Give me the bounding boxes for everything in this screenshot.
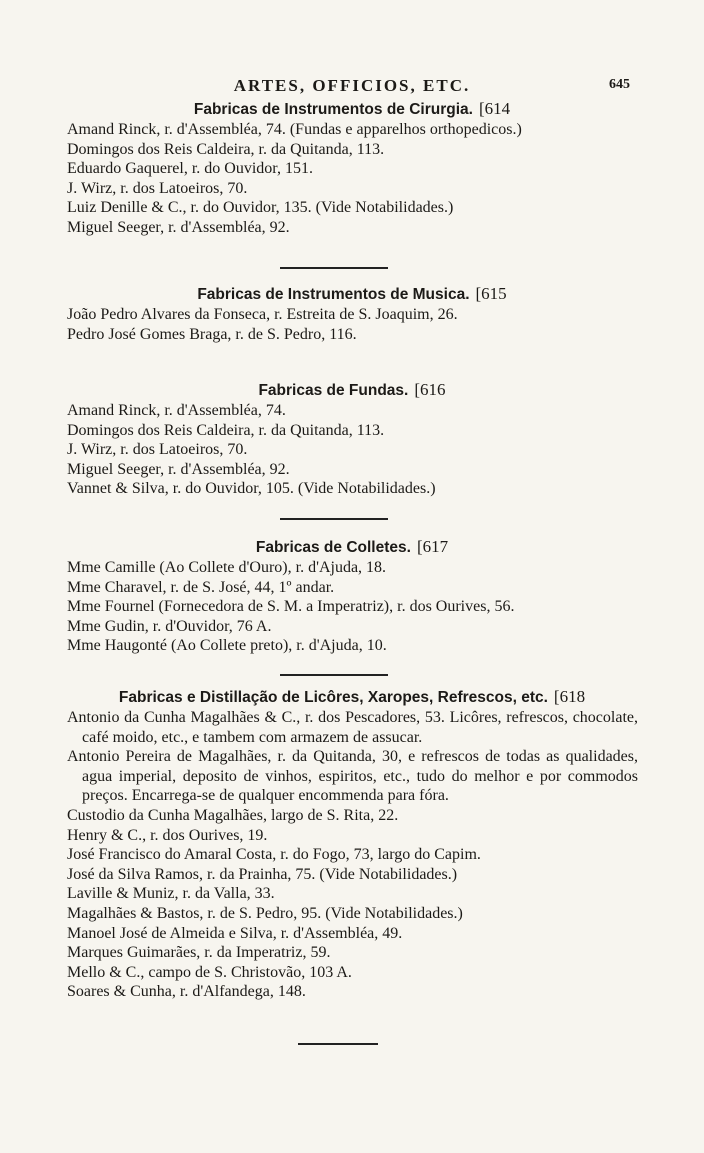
section-heading <box>0 283 704 305</box>
list-item: Marques Guimarães, r. da Imperatriz, 59. <box>67 944 331 962</box>
entry-list <box>0 401 704 499</box>
entry-list <box>0 305 704 344</box>
list-item: Soares & Cunha, r. d'Alfandega, 148. <box>67 983 306 1001</box>
section-divider <box>280 518 388 520</box>
section-licores <box>0 686 704 1002</box>
list-item: João Pedro Alvares da Fonseca, r. Estreita de S. Joaquim, 26. <box>67 306 458 323</box>
section-title: Fabricas de Fundas. <box>258 382 409 399</box>
list-item: José Francisco do Amaral Costa, r. do Fogo, 73, largo do Capim. <box>67 846 481 864</box>
list-item: Henry & C., r. dos Ourives, 19. <box>67 826 268 844</box>
list-item: Miguel Seeger, r. d'Assembléa, 92. <box>67 218 290 236</box>
running-title: ARTES, OFFICIOS, ETC. <box>233 76 471 95</box>
section-cirurgia <box>0 98 704 238</box>
list-item: José da Silva Ramos, r. da Prainha, 75. (Vide Notabilidades.) <box>67 865 458 883</box>
section-heading <box>0 98 704 120</box>
section-title: Fabricas e Distillação de Licôres, Xaropes, Refrescos, etc. <box>118 689 548 706</box>
section-number: [616 <box>414 380 446 399</box>
list-item: Domingos dos Reis Caldeira, r. da Quitanda, 113. <box>67 421 385 439</box>
list-item: Domingos dos Reis Caldeira, r. da Quitanda, 113. <box>67 140 385 158</box>
entry-list <box>0 708 704 1002</box>
section-heading <box>0 536 704 558</box>
list-item: J. Wirz, r. dos Latoeiros, 70. <box>67 441 248 459</box>
list-item: Custodio da Cunha Magalhães, largo de S. Rita, 22. <box>67 806 399 824</box>
list-item: Antonio Pereira de Magalhães, r. da Quitanda, 30, e refrescos de todas as qualidades, agua imperial, deposito de vinhos, espiritos, etc., tudo do melhor e por commodos preços. Encarrega-se de qualquer encommenda para fóra. <box>67 748 638 805</box>
page-end-divider <box>298 1043 378 1045</box>
section-fundas <box>0 379 704 499</box>
list-item: Mme Haugonté (Ao Collete preto), r. d'Ajuda, 10. <box>67 637 387 655</box>
section-divider <box>280 267 388 269</box>
section-colletes <box>0 536 704 656</box>
list-item: Mme Fournel (Fornecedora de S. M. a Imperatriz), r. dos Ourives, 56. <box>67 598 515 616</box>
list-item: Luiz Denille & C., r. do Ouvidor, 135. (Vide Notabilidades.) <box>67 199 454 217</box>
list-item: J. Wirz, r. dos Latoeiros, 70. <box>67 179 248 197</box>
list-item: Magalhães & Bastos, r. de S. Pedro, 95. (Vide Notabilidades.) <box>67 904 463 922</box>
list-item: Mme Charavel, r. de S. José, 44, 1º andar. <box>67 578 335 596</box>
section-title: Fabricas de Instrumentos de Musica. <box>197 286 470 303</box>
section-musica <box>0 283 704 344</box>
section-number: [617 <box>416 537 449 556</box>
list-item: Amand Rinck, r. d'Assembléa, 74. (Fundas e apparelhos orthopedicos.) <box>67 121 522 138</box>
list-item: Eduardo Gaquerel, r. do Ouvidor, 151. <box>67 160 313 178</box>
section-divider <box>280 674 388 676</box>
list-item: Vannet & Silva, r. do Ouvidor, 105. (Vide Notabilidades.) <box>67 480 436 498</box>
list-item: Mme Gudin, r. d'Ouvidor, 76 A. <box>67 617 272 635</box>
list-item: Mello & C., campo de S. Christovão, 103 A. <box>67 963 352 981</box>
list-item: Amand Rinck, r. d'Assembléa, 74. <box>67 402 286 419</box>
section-heading <box>0 379 704 401</box>
list-item: Mme Camille (Ao Collete d'Ouro), r. d'Ajuda, 18. <box>67 559 387 576</box>
section-heading <box>0 686 704 708</box>
list-item: Manoel José de Almeida e Silva, r. d'Assembléa, 49. <box>67 924 403 942</box>
section-title: Fabricas de Colletes. <box>255 539 411 556</box>
section-number: [614 <box>478 99 511 118</box>
entry-list <box>0 120 704 238</box>
section-number: [615 <box>475 284 507 303</box>
running-head <box>0 76 704 98</box>
list-item: Miguel Seeger, r. d'Assembléa, 92. <box>67 460 290 478</box>
page-number: 645 <box>609 77 630 92</box>
entry-list <box>0 558 704 656</box>
list-item: Antonio da Cunha Magalhães & C., r. dos Pescadores, 53. Licôres, refrescos, chocolate, café moido, etc., e tambem com armazem de assucar. <box>67 709 638 746</box>
section-number: [618 <box>553 687 586 706</box>
section-title: Fabricas de Instrumentos de Cirurgia. <box>193 101 473 118</box>
list-item: Pedro José Gomes Braga, r. de S. Pedro, 116. <box>67 325 357 343</box>
list-item: Laville & Muniz, r. da Valla, 33. <box>67 885 275 903</box>
